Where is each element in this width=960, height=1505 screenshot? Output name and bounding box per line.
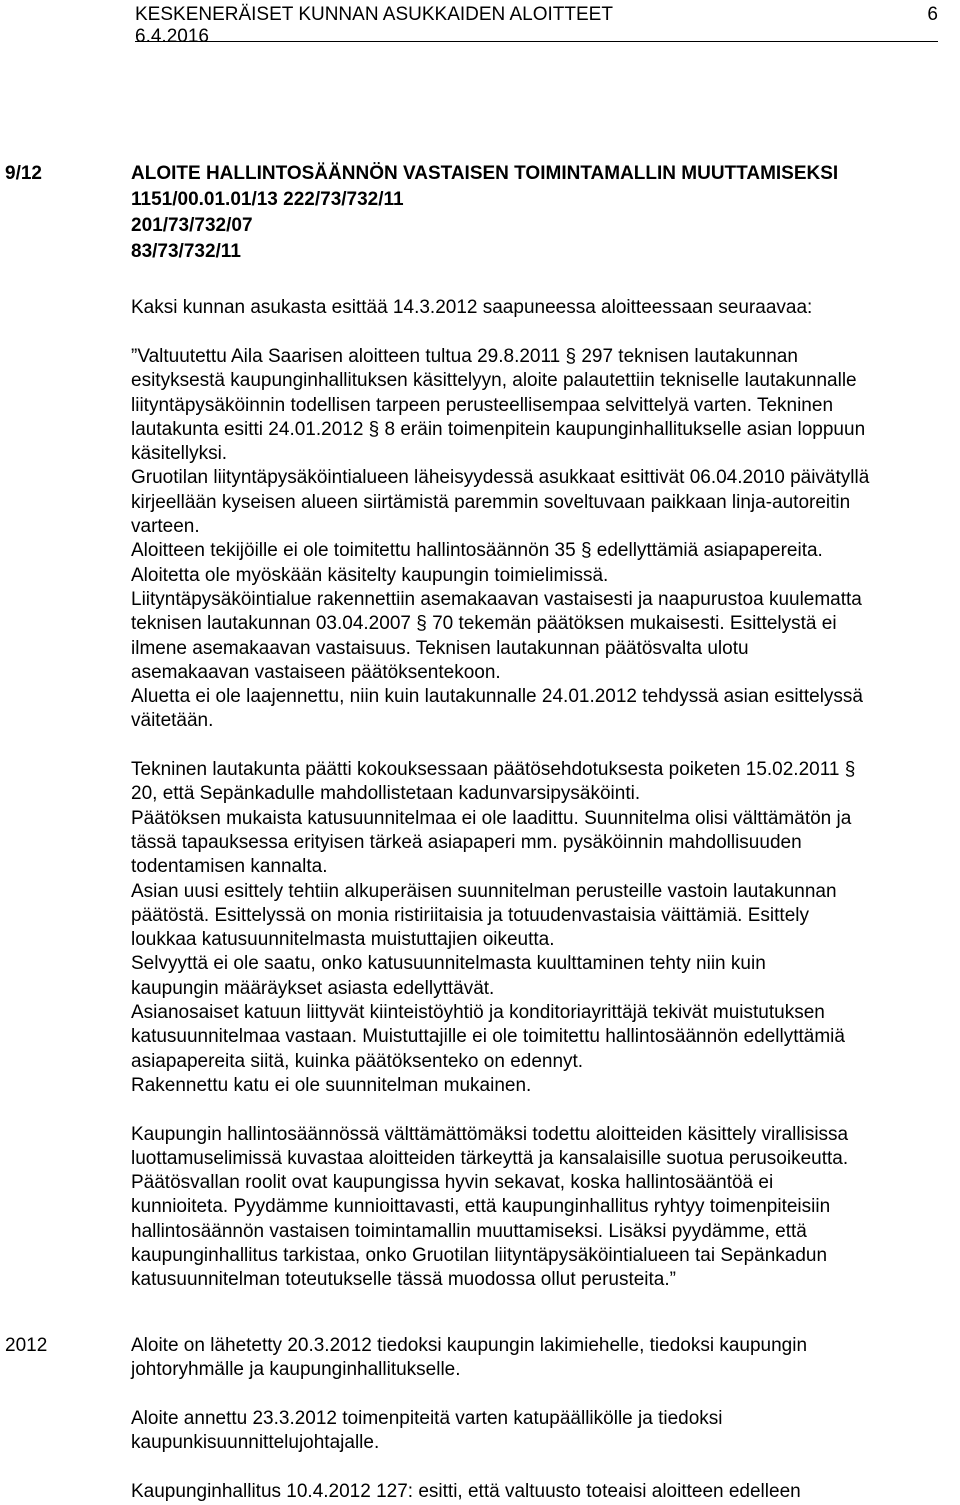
text-line: Aluetta ei ole laajennettu, niin kuin lautakunnalle 24.01.2012 tehdyssä asian esittelyssä (131, 686, 864, 708)
text-line: lautakunta esitti 24.01.2012 § 8 eräin toimenpitein kaupunginhallitukselle asian loppuun (131, 418, 866, 440)
text-line: Päätöksen mukaista katusuunnitelmaa ei ole laadittu. Suunnitelma olisi välttämätön ja (131, 807, 852, 829)
text-line: Aloitetta ole myöskään käsitelty kaupungin toimielimissä. (131, 564, 609, 586)
text-line: katusuunnitelmaa vastaan. Muistuttajille ei ole toimitettu hallintosäännön edellyttämiä (131, 1026, 845, 1048)
text-line: teknisen lautakunnan 03.04.2007 § 70 tekemän päätöksen mukaisesti. Esittelystä ei (131, 613, 837, 635)
text-line: käsitellyksi. (131, 443, 228, 465)
text-line: Liityntäpysäköintialue rakennettiin asemakaavan vastaisesti ja naapurustoa kuulematta (131, 588, 862, 610)
text-line: tässä tapauksessa erityisen tärkeä asiapaperi mm. pysäköinnin mahdollisuuden (131, 831, 802, 853)
text-line: hallintosäännön vastaisen toimintamallin muuttamiseksi. Lisäksi pyydämme, että (131, 1220, 807, 1242)
text-line: asemakaavan vastaiseen päätöksentekoon. (131, 661, 501, 683)
text-line: kunnioiteta. Pyydämme kunnioittavasti, että kaupunginhallitus ryhtyy toimenpiteisiin (131, 1196, 831, 1218)
text-line: Gruotilan liityntäpysäköintialueen läheisyydessä asukkaat esittivät 06.04.2010 päivätyllä (131, 467, 870, 489)
text-line: päätöstä. Esittelyssä on monia ristiriitaisia ja totuudenvastaisia väittämiä. Esittely (131, 904, 809, 926)
text-line: ”Valtuutettu Aila Saarisen aloitteen tultua 29.8.2011 § 297 teknisen lautakunnan (131, 346, 798, 367)
text-line: Aloite annettu 23.3.2012 toimenpiteitä varten katupäällikölle ja tiedoksi (131, 1408, 723, 1429)
diary-number: 1151/00.01.01/13 222/73/732/11 (131, 189, 404, 210)
intro-paragraph: Kaksi kunnan asukasta esittää 14.3.2012 saapuneessa aloitteessaan seuraavaa: (131, 297, 813, 318)
text-line: 20, että Sepänkadulle mahdollistetaan kadunvarsipysäköinti. (131, 783, 641, 805)
text-line: ilmene asemakaavan vastaisuus. Teknisen lautakunnan päätösvalta ulotu (131, 637, 749, 659)
text-line: Asianosaiset katuun liittyvät kiinteistöyhtiö ja konditoriayrittäjä tekivät muistutuksen (131, 1002, 825, 1024)
year-label: 2012 (5, 1335, 48, 1356)
text-line: Tekninen lautakunta päätti kokouksessaan päätösehdotuksesta poiketen 15.02.2011 § (131, 759, 856, 781)
text-line: Selvyyttä ei ole saatu, onko katusuunnitelmasta kuulttaminen tehty niin kuin (131, 953, 766, 975)
text-line: Päätösvallan roolit ovat kaupungissa hyvin sekavat, koska hallintosääntöä ei (131, 1172, 774, 1194)
text-line: esityksestä kaupunginhallituksen käsittelyyn, aloite palautettiin tekniselle lautakunnalle (131, 370, 857, 392)
text-line: loukkaa katusuunnitelmasta muistuttajien oikeutta. (131, 929, 555, 951)
text-line: johtoryhmälle ja kaupunginhallitukselle. (131, 1359, 461, 1381)
text-line: kaupunkisuunnittelujohtajalle. (131, 1432, 380, 1454)
text-line: luottamuselimissä kuvastaa aloitteiden tärkeyttä ja kansalaisille suotua perusoikeutta. (131, 1147, 849, 1169)
decision-line: Kaupunginhallitus 10.4.2012 127: esitti, että valtuusto toteaisi aloitteen edelleen (131, 1481, 801, 1502)
diary-number: 83/73/732/11 (131, 241, 241, 262)
diary-number: 201/73/732/07 (131, 215, 253, 236)
text-line: varteen. (131, 516, 200, 538)
page-header (135, 4, 938, 48)
given-paragraph (131, 1407, 956, 1456)
text-line: katusuunnitelman toteutukselle tässä muodossa ollut perusteita.” (131, 1269, 676, 1291)
text-line: Aloitteen tekijöille ei ole toimitettu hallintosäännön 35 § edellyttämiä asiapapereita. (131, 540, 823, 562)
text-line: todentamisen kannalta. (131, 856, 328, 878)
text-line: Rakennettu katu ei ole suunnitelman mukainen. (131, 1074, 532, 1096)
header-title: KESKENERÄISET KUNNAN ASUKKAIDEN ALOITTEET (135, 4, 613, 25)
quote-block (131, 345, 956, 1293)
text-line: kaupunginhallitus tarkistaa, onko Gruotilan liityntäpysäköintialueen tai Sepänkadun (131, 1244, 828, 1266)
header-date: 6.4.2016 (135, 26, 209, 47)
text-line: kaupungin määräykset asiasta edellyttävät. (131, 977, 495, 999)
header-rule (135, 41, 938, 42)
item-number: 9/12 (5, 163, 42, 184)
text-line: väitetään. (131, 710, 214, 732)
sent-paragraph (131, 1334, 956, 1383)
blank-line (131, 734, 956, 758)
text-line: kirjeellään kyseisen alueen siirtämistä paremmin soveltuvaan paikkaan linja-autoreitin (131, 491, 851, 513)
blank-line (131, 1098, 956, 1122)
text-line: Kaupungin hallintosäännössä välttämättömäksi todettu aloitteiden käsittely virallisissa (131, 1123, 849, 1145)
page-number: 6 (927, 4, 938, 25)
text-line: Asian uusi esittely tehtiin alkuperäisen suunnitelman perusteille vastoin lautakunnan (131, 880, 837, 902)
item-title: ALOITE HALLINTOSÄÄNNÖN VASTAISEN TOIMINTAMALLIN MUUTTAMISEKSI (131, 163, 839, 184)
text-line: Aloite on lähetetty 20.3.2012 tiedoksi kaupungin lakimiehelle, tiedoksi kaupungin (131, 1335, 808, 1356)
item-heading (131, 161, 838, 265)
text-line: asiapapereita siitä, kuinka päätöksenteko on edennyt. (131, 1050, 584, 1072)
text-line: liityntäpysäköinnin todellisen tarpeen perusteellisempaa selvittelyä varten. Tekninen (131, 394, 834, 416)
